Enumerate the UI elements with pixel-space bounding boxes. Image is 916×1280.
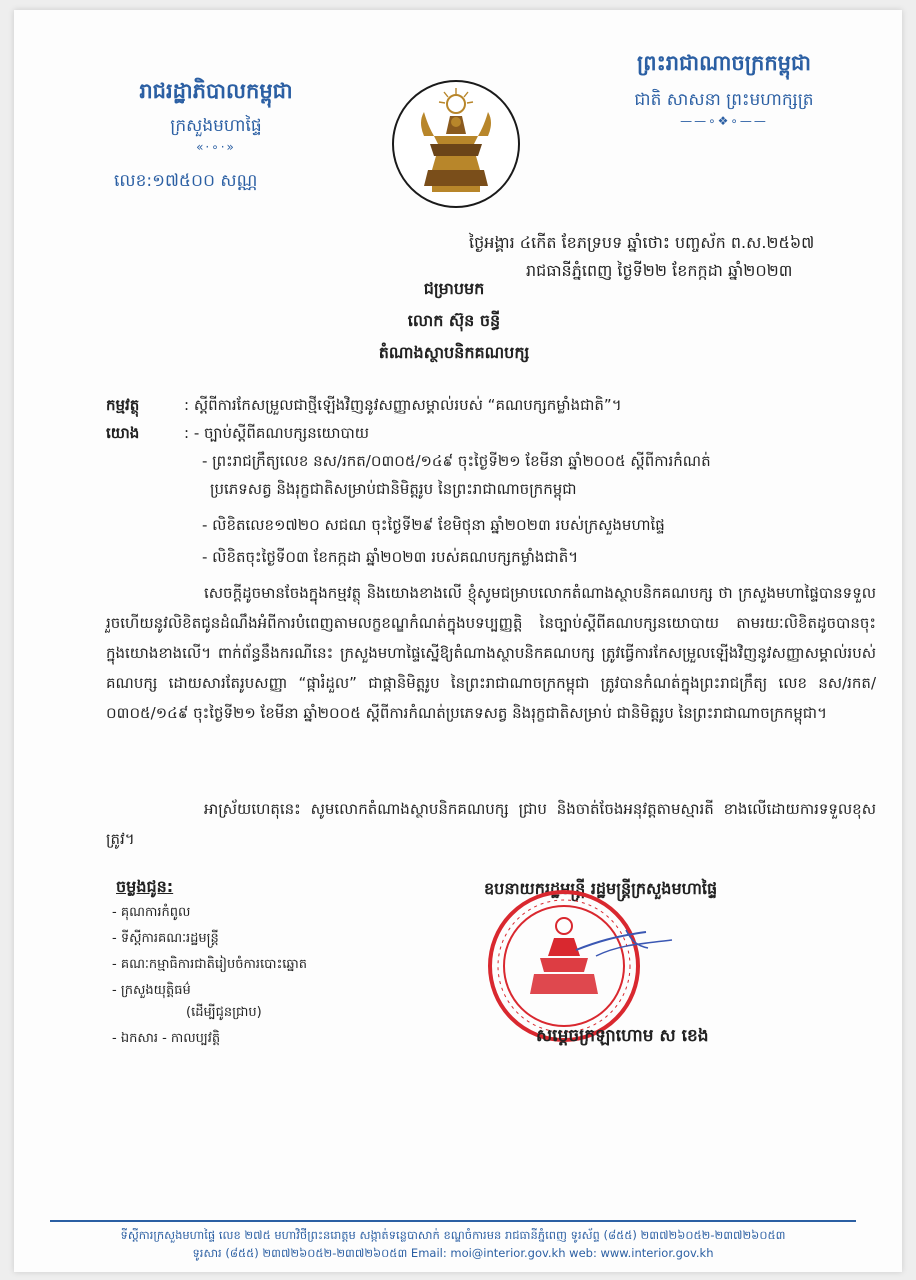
footer-contact: ទូរសារ (៨៥៥) ២៣៧២៦០៥២-២៣៧២៦០៥៣ Email: moi@interior.gov.kh web: www.interior.gov.kh [192, 1246, 714, 1260]
signatory-title: ឧបនាយករដ្ឋមន្ត្រី រដ្ឋមន្ត្រីក្រសួងមហាផ្ទៃ [484, 879, 718, 898]
cc-note: (ដើម្បីជូនជ្រាប) [186, 1005, 262, 1020]
subject-text: : ស្តីពីការកែសម្រួលជាថ្មីឡើងវិញនូវសញ្ញាសម្គាល់របស់ “គណបក្សកម្លាំងជាតិ”។ [184, 396, 622, 414]
ministry-name: ក្រសួងមហាផ្ទៃ [170, 116, 262, 136]
ornament-right: ——∘❖∘—— [680, 114, 768, 128]
footer-address: ទីស្តីការក្រសួងមហាផ្ទៃ លេខ ២៧៥ មហាវិថីព្រះនរោត្តម សង្កាត់ទន្លេបាសាក់ ខណ្ឌចំការមន រាជធានីភ្នំពេញ ទូរស័ព្ទ (៨៥៥) ២៣៧២៦០៥២-២៣៧២៦០៥៣ [120, 1228, 786, 1242]
cc-item: - គណៈកម្មាធិការជាតិរៀបចំការបោះឆ្នោត [112, 957, 308, 972]
reference-number: លេខ:១៧៥០០ សណ្ណ [114, 171, 258, 191]
kingdom-name: ព្រះរាជាណាចក្រកម្ពុជា [636, 51, 811, 75]
addressee-salutation: ជម្រាបមក [423, 279, 485, 298]
reference-item: : - ច្បាប់ស្តីពីគណបក្សនយោបាយ [184, 424, 370, 442]
cc-item: - ក្រសួងយុត្តិធម៌ [112, 983, 191, 998]
ministry-emblem-logo [392, 80, 520, 208]
body-paragraph-2: អាស្រ័យហេតុនេះ សូមលោកតំណាងស្ថាបនិកគណបក្ស ជ្រាប និងចាត់ចែងអនុវត្តតាមស្មារតី ខាងលើដោយការទទួលខុសត្រូវ។ [106, 800, 876, 848]
emblem-icon [394, 82, 518, 206]
national-motto: ជាតិ សាសនា ព្រះមហាក្សត្រ [634, 90, 814, 110]
footer-divider [50, 1220, 856, 1222]
stamp-seal-icon [476, 886, 676, 1046]
kingdom-header [604, 50, 844, 128]
reference-item: - លិខិតលេខ១៧២០ សជណ ចុះថ្ងៃទី២៩ ខែមិថុនា ឆ្នាំ២០២៣ របស់ក្រសួងមហាផ្ទៃ [202, 516, 665, 534]
government-name: រាជរដ្ឋាភិបាលកម្ពុជា [139, 79, 293, 103]
reference-label: យោង [106, 424, 140, 442]
ornament-left: «·∘·» [196, 140, 236, 154]
reference-item: - លិខិតចុះថ្ងៃទី០៣ ខែកក្កដា ឆ្នាំ២០២៣ របស់គណបក្សកម្លាំងជាតិ។ [202, 548, 579, 566]
body-paragraph-1: សេចក្តីដូចមានចែងក្នុងកម្មវត្ថុ និងយោងខាងលើ ខ្ញុំសូមជម្រាបលោកតំណាងស្ថាបនិកគណបក្ស ថា ក្រសួងមហាផ្ទៃបានទទួលរួចហើយនូវលិខិតជូនដំណឹងអំពីការបំពេញតាមលក្ខខណ្ឌកំណត់ក្នុងបទប្បញ្ញត្តិ នៃច្បាប់ស្តីពីគណបក្សនយោបាយ តាមរយៈលិខិតដូចបានចុះក្នុងយោងខាងលើ។ ពាក់ព័ន្ធនឹងករណីនេះ ក្រសួងមហាផ្ទៃស្នើឱ្យតំណាងស្ថាបនិកគណបក្ស ត្រូវធ្វើការកែសម្រួលឡើងវិញនូវសញ្ញាសម្គាល់របស់គណបក្ស ដោយសារតែរូបសញ្ញា “ផ្ការំដួល” ជាផ្កានិមិត្តរូប នៃព្រះរាជាណាចក្រកម្ពុជា ត្រូវបានកំណត់ក្នុងព្រះរាជក្រឹត្យ លេខ នស/រកត/០៣០៥/១៤៩ ចុះថ្ងៃទី២១ ខែមីនា ឆ្នាំ២០០៥ ស្តីពីការកំណត់ប្រភេទសត្វ និងរុក្ខជាតិសម្រាប់ ជានិមិត្តរូប នៃព្រះរាជាណាចក្រកម្ពុជា។ [106, 584, 876, 722]
ministry-header [86, 78, 346, 154]
document-page [14, 10, 902, 1272]
addressee-name: លោក ស៊ុន ចន្ធី [407, 311, 501, 330]
reference-row [106, 420, 886, 446]
cc-item: - ឯកសារ - កាលប្បវត្តិ [112, 1031, 221, 1046]
cc-item: - ទីស្តីការគណៈរដ្ឋមន្ត្រី [112, 931, 219, 946]
addressee-block [314, 278, 594, 374]
addressee-title: តំណាងស្ថាបនិកគណបក្ស [378, 343, 530, 362]
solar-date: រាជធានីភ្នំពេញ ថ្ងៃទី២២ ខែកក្កដា ឆ្នាំ២០២៣ [526, 261, 793, 280]
lunar-date: ថ្ងៃអង្គារ ៤កើត ខែភទ្របទ ឆ្នាំថោះ បញ្ចស័ក ព.ស.២៥៦៧ [469, 233, 815, 252]
cc-title: ចម្លងជូន: [116, 877, 174, 896]
reference-item: ប្រភេទសត្វ និងរុក្ខជាតិសម្រាប់ជានិមិត្តរូប នៃព្រះរាជាណាចក្រកម្ពុជា [210, 480, 577, 498]
reference-item: - ព្រះរាជក្រឹត្យលេខ នស/រកត/០៣០៥/១៤៩ ចុះថ្ងៃទី២១ ខែមីនា ឆ្នាំ២០០៥ ស្តីពីការកំណត់ [202, 452, 711, 470]
cc-item: - គុណការកំពូល [112, 905, 191, 920]
subject-label: កម្មវត្ថុ [106, 396, 140, 414]
subject-row [106, 392, 886, 418]
signatory-name: សម្តេចក្រឡាហោម ស ខេង [536, 1026, 709, 1046]
